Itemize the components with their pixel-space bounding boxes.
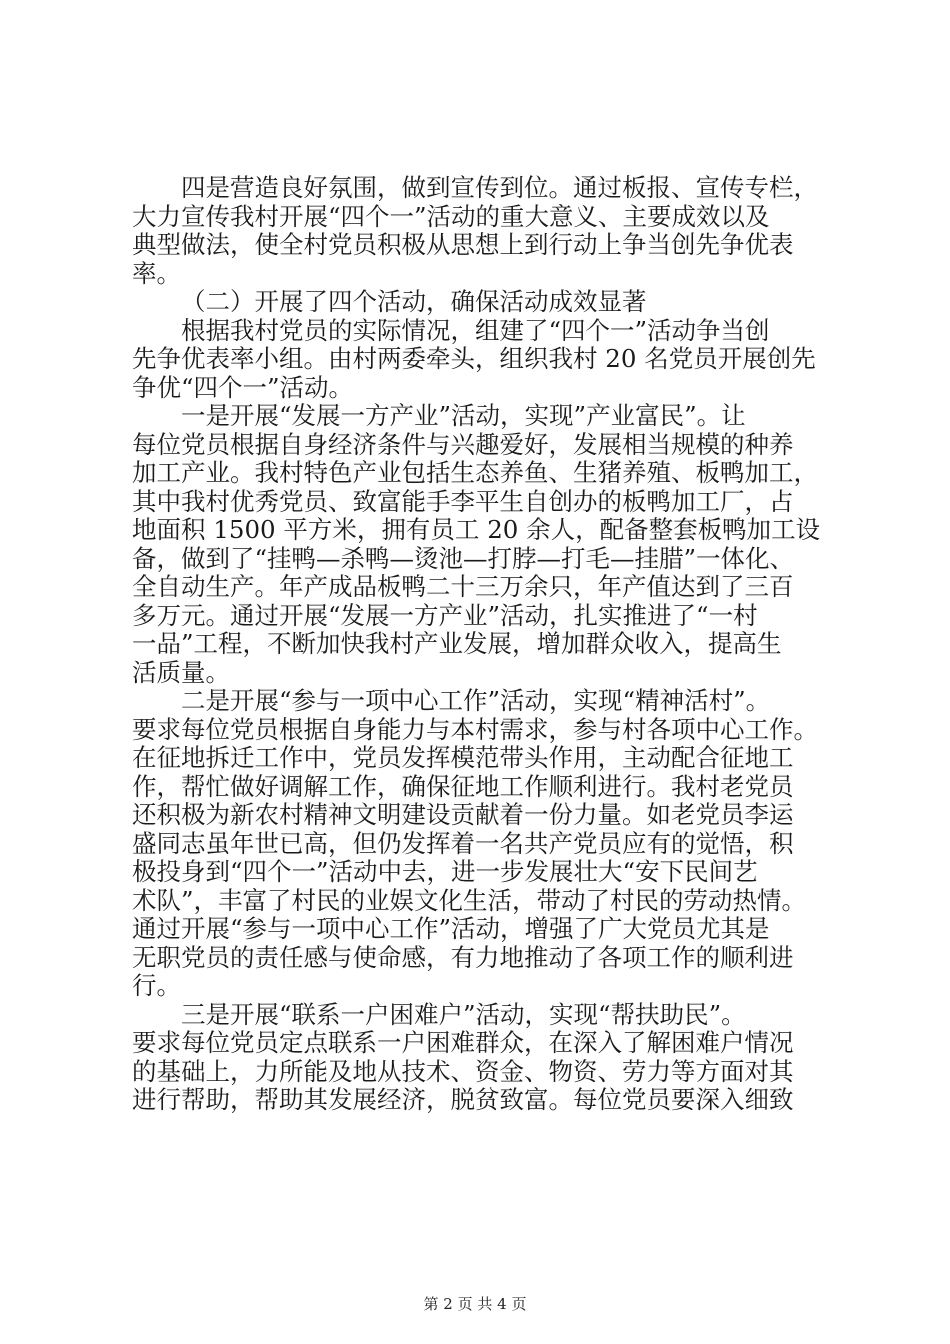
text-line: 典型做法，使全村党员积极从思想上到行动上争当创先争优表 — [132, 230, 794, 259]
text-line: 要求每位党员定点联系一户困难群众，在深入了解困难户情况 — [132, 1028, 794, 1057]
document-body — [132, 174, 832, 1115]
text-line: 盛同志虽年世已高，但仍发挥着一名共产党员应有的觉悟，积 — [132, 828, 794, 858]
text-line: 无职党员的责任感与使命感，有力地推动了各项工作的顺利进 — [132, 942, 794, 972]
text-line: 率。 — [132, 258, 181, 288]
text-line: 要求每位党员根据自身能力与本村需求，参与村各项中心工作。 — [132, 714, 818, 744]
text-line: 四是营造良好氛围，做到宣传到位。通过板报、宣传专栏， — [181, 173, 818, 202]
text-line: 作，帮忙做好调解工作，确保征地工作顺利进行。我村老党员 — [132, 771, 794, 801]
text-line: 活质量。 — [132, 657, 230, 687]
text-line: 多万元。通过开展“发展一方产业”活动，扎实推进了“一村 — [132, 600, 758, 630]
text-line: 根据我村党员的实际情况，组建了“四个一”活动争当创 — [181, 315, 770, 345]
text-line: 先争优表率小组。由村两委牵头，组织我村 20 名党员开展创先 — [132, 344, 816, 373]
text-line: 在征地拆迁工作中，党员发挥模范带头作用，主动配合征地工 — [132, 743, 794, 772]
text-line: 三是开展“联系一户困难户”活动，实现“帮扶助民”。 — [181, 999, 746, 1029]
text-line: 加工产业。我村特色产业包括生态养鱼、生猪养殖、板鸭加工， — [132, 458, 818, 487]
text-line: 行。 — [132, 971, 181, 1000]
text-line: 争优“四个一”活动。 — [132, 372, 354, 402]
text-line: 全自动生产。年产成品板鸭二十三万余只，年产值达到了三百 — [132, 572, 794, 601]
text-line: 二是开展“参与一项中心工作”活动，实现“精神活村”。 — [181, 686, 771, 715]
text-line: 的基础上，力所能及地从技术、资金、物资、劳力等方面对其 — [132, 1056, 794, 1086]
text-line: 还积极为新农村精神文明建设贡献着一份力量。如老党员李运 — [132, 800, 794, 829]
text-line: 一是开展“发展一方产业”活动，实现”产业富民”。让 — [181, 401, 746, 430]
text-line: 地面积 1500 平方米，拥有员工 20 余人，配备整套板鸭加工设 — [132, 515, 821, 544]
text-line: 极投身到“四个一”活动中去，进一步发展壮大“安下民间艺 — [132, 857, 758, 886]
text-line: 备，做到了“挂鸭—杀鸭—烫池—打脖—打毛—挂腊”一体化、 — [132, 543, 795, 573]
text-line: 大力宣传我村开展“四个一”活动的重大意义、主要成效以及 — [132, 201, 770, 231]
text-line: 其中我村优秀党员、致富能手李平生自创办的板鸭加工厂，占 — [132, 486, 794, 516]
text-line: 每位党员根据自身经济条件与兴趣爱好，发展相当规模的种养 — [132, 429, 794, 459]
text-line: 术队”，丰富了村民的业娱文化生活，带动了村民的劳动热情。 — [132, 885, 807, 915]
text-line: （二）开展了四个活动，确保活动成效显著 — [181, 287, 647, 316]
page-footer: 第 2 页 共 4 页 — [423, 1295, 527, 1313]
text-line: 进行帮助，帮助其发展经济，脱贫致富。每位党员要深入细致 — [132, 1085, 794, 1114]
text-line: 通过开展“参与一项中心工作”活动，增强了广大党员尤其是 — [132, 914, 770, 943]
text-line: 一品”工程，不断加快我村产业发展，增加群众收入，提高生 — [132, 629, 782, 658]
